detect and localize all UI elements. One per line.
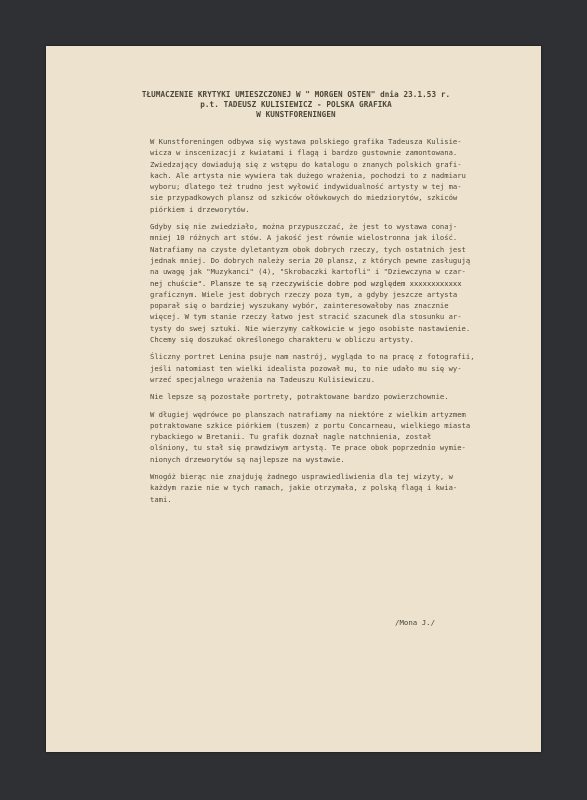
text-line: Nie lepsze są pozostałe portrety, potraktowane bardzo powierzchownie. <box>150 392 449 402</box>
text-line: Gdyby się nie zwiedziało, można przypuszczać, że jest to wystawa conaj- <box>150 222 458 232</box>
header-line-3: W KUNSTFORENINGEN <box>256 110 336 119</box>
text-line: mniej 10 różnych art stów. A jakość jest równie wielostronna jak ilość. <box>150 233 458 243</box>
header-line-1: TŁUMACZENIE KRYTYKI UMIESZCZONEJ W " MORGEN OSTEN" dnia 23.1.53 r. <box>141 90 451 99</box>
text-line: wicza w inscenizacji z kwiatami i flagą i bardzo gustownie zamontowana. <box>150 148 458 158</box>
text-line: poparał się o bardziej wyszukany wybór, zainteresowałoby nas znacznie <box>150 301 449 311</box>
signature: /Mona J./ <box>395 618 436 627</box>
paragraph-5 <box>150 409 580 465</box>
header-line-2: p.t. TADEUSZ KULISIEWICZ - POLSKA GRAFIKA <box>200 100 392 109</box>
paragraph-4 <box>150 391 580 402</box>
text-line: W Kunstforeningen odbywa się wystawa polskiego grafika Tadeusza Kulisie- <box>150 137 462 146</box>
text-line: W długiej wędrówce po planszach natrafiamy na niektóre z wielkim artyzmem <box>150 409 466 419</box>
text-line: Wnogóż bierąc nie znajduję żadnego usprawiedliwienia dla tej wizyty, w <box>150 472 453 482</box>
paragraph-1 <box>150 136 580 215</box>
text-line: rybackiego w Bretanii. Tu grafik doznał nagle natchnienia, został <box>150 432 432 442</box>
document-body <box>150 136 580 511</box>
text-line: Śliczny portret Lenina psuje nam nastrój, wygląda to na pracę z fotografii, <box>150 352 475 362</box>
text-line: tami. <box>150 494 172 504</box>
text-line: jednak mniej. Do dobrych należy seria 20 plansz, z których pewne zasługują <box>150 255 471 265</box>
text-line: Natrafiamy na czyste dyletantyzm obok dobrych rzeczy, tych ostatnich jest <box>150 244 466 254</box>
text-line: piórkiem i drzeworytów. <box>150 204 250 214</box>
document-page <box>46 46 541 752</box>
text-line: sie przypadkowych plansz od szkiców ołówkowych do miedziorytów, szkiców <box>150 193 458 203</box>
text-line: jeśli natomiast ten wielki idealista pozował mu, to nie udało mu się wy- <box>150 363 462 373</box>
text-line: graficznym. Wiele jest dobrych rzeczy poza tym, a gdyby jeszcze artysta <box>150 289 458 299</box>
text-line: każdym razie nie w tych ramach, jakie otrzymała, z polską flagą i kwia- <box>150 483 458 493</box>
text-line: Zwiedzający dowiadują się z wstępu do katalogu o znanych polskich grafi- <box>150 159 462 169</box>
text-line: kach. Ale artysta nie wywiera tak dużego wrażenia, pochodzi to z nadmiaru <box>150 170 466 180</box>
paragraph-3 <box>150 351 580 385</box>
paragraph-2 <box>150 221 580 345</box>
text-line: tysty do swej sztuki. Nie wierzymy całkowicie w jego osobiste nastawienie. <box>150 323 471 333</box>
text-line: Chcemy się doszukać określonego charakteru w obliczu artysty. <box>150 335 414 345</box>
text-line: nej chuście". Plansze te są rzeczywiście dobre pod względem xxxxxxxxxxxx <box>150 278 462 288</box>
text-line: olśniony, tu stał się prawdziwym artystą. Te prace obok poprzednio wymie- <box>150 443 466 453</box>
text-line: potraktowane szkice piórkiem (tuszem) z portu Concarneau, wielkiego miasta <box>150 420 471 430</box>
text-line: wyboru; dlatego też trudno jest wyłowić indywidualność artysty w tej ma- <box>150 182 462 192</box>
document-header <box>86 90 506 120</box>
paragraph-6 <box>150 471 580 505</box>
text-line: na uwagę jak "Muzykanci" (4), "Skrobaczki kartofli" i "Dziewczyna w czar- <box>150 267 466 277</box>
text-line: więcej. W tym stanie rzeczy łatwo jest stracić szacunek dla stosunku ar- <box>150 312 462 322</box>
text-line: wrzeć specjalnego wrażenia na Tadeuszu Kulisiewiczu. <box>150 374 376 384</box>
text-line: nionych drzeworytów są najlepsze na wystawie. <box>150 454 345 464</box>
